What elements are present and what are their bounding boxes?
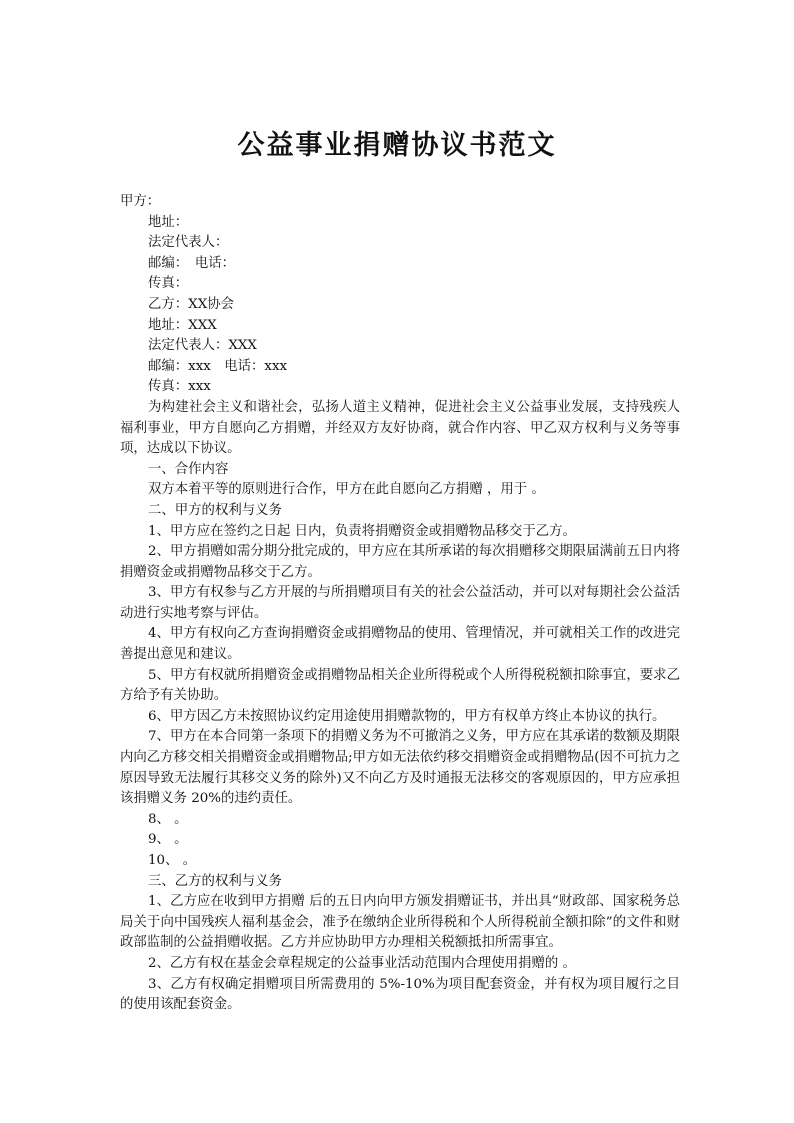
party-a-address: 地址： (148, 214, 189, 230)
clause-paragraph: 7、甲方在本合同第一条项下的捐赠义务为不可撤消之义务，甲方应在其承诺的数额及期限内向乙方移交相关捐赠资金或捐赠物品;甲方如无法依约移交捐赠资金或捐赠物品(因不可抗力之原因导致无法履行其移交义务的除外)又不向乙方及时通报无法移交的客观原因的，甲方应承担该捐赠义务 20%的违约责任。 (120, 729, 680, 807)
clause-paragraph: 10、 。 (148, 853, 197, 868)
clause-paragraph: 3、甲方有权参与乙方开展的与所捐赠项目有关的社会公益活动，并可以对每期社会公益活动进行实地考察与评估。 (120, 585, 680, 621)
section1-heading: 一、合作内容 (148, 461, 229, 477)
party-a-label: 甲方： (120, 194, 161, 209)
document-body (120, 192, 680, 1016)
clause-paragraph: 3、乙方有权确定捐赠项目所需费用的 5%-10%为项目配套资金，并有权为项目履行之目的使用该配套资金。 (120, 976, 680, 1013)
clause-paragraph: 8、 。 (148, 811, 188, 827)
section2-heading: 二、甲方的权利与义务 (148, 502, 282, 518)
clause-paragraph: 2、乙方有权在基金会章程规定的公益事业活动范围内合理使用捐赠的 。 (148, 955, 576, 971)
clause-paragraph: 2、甲方捐赠如需分期分批完成的，甲方应在其所承诺的每次捐赠移交期限届满前五日内将捐赠资金或捐赠物品移交于乙方。 (120, 544, 680, 580)
clause-paragraph: 6、甲方因乙方未按照协议约定用途使用捐赠款物的，甲方有权单方终止本协议的执行。 (148, 708, 666, 724)
party-a-postcode-phone: 邮编： 电话： (148, 255, 236, 271)
clause-paragraph: 1、甲方应在签约之日起 日内，负责将捐赠资金或捐赠物品移交于乙方。 (148, 523, 576, 539)
preamble-paragraph: 为构建社会主义和谐社会，弘扬人道主义精神，促进社会主义公益事业发展，支持残疾人福利事业，甲方自愿向乙方捐赠，并经双方友好协商，就合作内容、甲乙双方权利与义务等事项，达成以下协议。 (120, 399, 680, 457)
section3-heading: 三、乙方的权利与义务 (148, 873, 282, 889)
clause-paragraph: 4、甲方有权向乙方查询捐赠资金或捐赠物品的使用、管理情况，并可就相关工作的改进完善提出意见和建议。 (120, 626, 680, 663)
party-a-fax: 传真： (148, 276, 189, 292)
party-b-postcode-phone: 邮编：xxx 电话：xxx (148, 358, 288, 374)
party-a-legal-rep: 法定代表人： (148, 235, 229, 251)
clause-paragraph: 5、甲方有权就所捐赠资金或捐赠物品相关企业所得税或个人所得税税额扣除事宜，要求乙方给予有关协助。 (120, 667, 680, 704)
party-b-fax: 传真：xxx (148, 379, 211, 395)
clause-paragraph: 9、 。 (148, 832, 188, 848)
party-b-legal-rep: 法定代表人：XXX (148, 338, 257, 354)
party-b-address: 地址：XXX (148, 317, 217, 333)
section1-text: 双方本着平等的原则进行合作，甲方在此自愿向乙方捐赠 ，用于 。 (148, 482, 545, 498)
party-b-label: 乙方：XX协会 (148, 296, 235, 312)
clause-paragraph: 1、乙方应在收到甲方捐赠 后的五日内向甲方颁发捐赠证书，并出具“财政部、国家税务总局关于向中国残疾人福利基金会，准予在缴纳企业所得税和个人所得税前全额扣除”的文件和财政部监制的公益捐赠收据。乙方并应协助甲方办理相关税额抵扣所需事宜。 (120, 894, 680, 951)
document-title: 公益事业捐赠协议书范文 (237, 130, 557, 161)
